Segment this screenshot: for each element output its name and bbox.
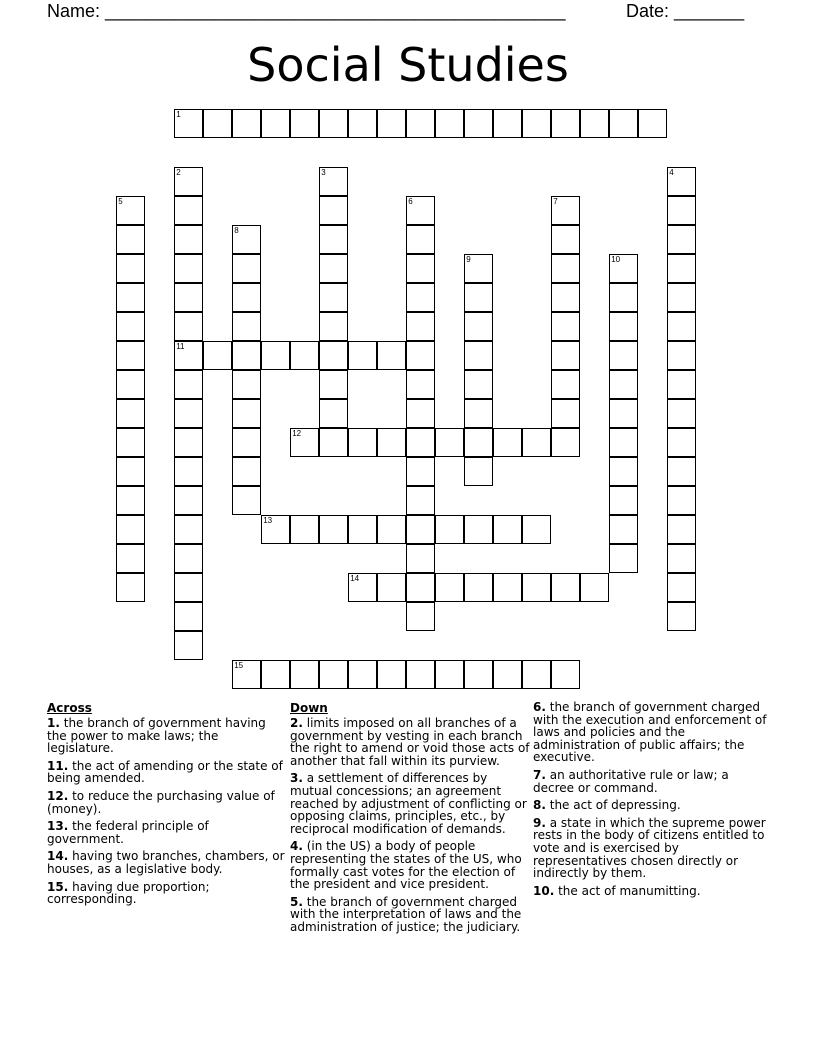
- grid-cell[interactable]: [435, 573, 464, 602]
- grid-cell[interactable]: [551, 428, 580, 457]
- grid-cell[interactable]: [493, 109, 522, 138]
- grid-cell[interactable]: [667, 254, 696, 283]
- clue-number-label: 7.: [533, 767, 546, 782]
- grid-cell[interactable]: [174, 254, 203, 283]
- grid-cell[interactable]: [522, 660, 551, 689]
- grid-cell[interactable]: [232, 341, 261, 370]
- clue-number: 14: [350, 574, 360, 584]
- grid-cell[interactable]: [116, 370, 145, 399]
- clue-number-label: 14.: [47, 849, 69, 864]
- grid-cell[interactable]: [667, 544, 696, 573]
- clue-text: having due proportion; corresponding.: [47, 879, 210, 907]
- clue-number: 8: [234, 226, 239, 236]
- grid-cell[interactable]: [377, 573, 406, 602]
- grid-cell[interactable]: [406, 341, 435, 370]
- grid-cell[interactable]: [580, 109, 609, 138]
- grid-cell[interactable]: [406, 109, 435, 138]
- grid-cell[interactable]: [609, 341, 638, 370]
- grid-cell[interactable]: [638, 109, 667, 138]
- clue-text: the act of manumitting.: [558, 883, 701, 898]
- name-field: Name: ______________________________________________: [47, 1, 566, 21]
- clue-number: 7: [553, 197, 558, 207]
- clue-item: [47, 850, 287, 875]
- clue-number-label: 4.: [290, 839, 303, 854]
- grid-cell[interactable]: [406, 399, 435, 428]
- clue-item: [290, 772, 530, 835]
- grid-cell[interactable]: [464, 283, 493, 312]
- grid-cell[interactable]: [406, 254, 435, 283]
- grid-cell[interactable]: [261, 660, 290, 689]
- grid-cell[interactable]: [116, 254, 145, 283]
- across-clues: [47, 701, 287, 911]
- grid-cell[interactable]: [406, 602, 435, 631]
- grid-cell[interactable]: [464, 428, 493, 457]
- clue-number-label: 6.: [533, 700, 546, 714]
- clue-number: 2: [176, 168, 181, 178]
- grid-cell[interactable]: [116, 457, 145, 486]
- grid-cell[interactable]: [435, 515, 464, 544]
- clue-text: the act of amending or the state of being amended.: [47, 758, 283, 786]
- grid-cell[interactable]: [406, 660, 435, 689]
- grid-cell[interactable]: [464, 312, 493, 341]
- grid-cell[interactable]: [116, 196, 145, 225]
- clue-number: 13: [263, 516, 273, 526]
- grid-cell[interactable]: [551, 283, 580, 312]
- grid-cell[interactable]: [232, 399, 261, 428]
- clue-number: 3: [321, 168, 326, 178]
- grid-cell[interactable]: [464, 399, 493, 428]
- grid-cell[interactable]: [493, 428, 522, 457]
- clue-text: a settlement of differences by mutual concessions; an agreement reached by adjustment of conflicting or opposing claims, principles, etc., by reciprocal modification of demands.: [290, 771, 527, 836]
- grid-cell[interactable]: [261, 515, 290, 544]
- clue-number-label: 8.: [533, 798, 546, 813]
- clue-number: 4: [669, 168, 674, 178]
- clue-item: [290, 896, 530, 934]
- grid-cell[interactable]: [174, 312, 203, 341]
- grid-cell[interactable]: [319, 370, 348, 399]
- grid-cell[interactable]: [377, 660, 406, 689]
- grid-cell[interactable]: [667, 428, 696, 457]
- grid-cell[interactable]: [464, 660, 493, 689]
- grid-cell[interactable]: [609, 370, 638, 399]
- across-heading: Across: [47, 701, 92, 715]
- grid-cell[interactable]: [116, 283, 145, 312]
- grid-cell[interactable]: [667, 341, 696, 370]
- grid-cell[interactable]: [551, 399, 580, 428]
- clue-number: 12: [292, 429, 302, 439]
- grid-cell[interactable]: [609, 457, 638, 486]
- clue-number-label: 11.: [47, 758, 69, 773]
- clue-number-label: 9.: [533, 815, 546, 830]
- grid-cell[interactable]: [667, 283, 696, 312]
- grid-cell[interactable]: [174, 544, 203, 573]
- grid-cell[interactable]: [319, 254, 348, 283]
- grid-cell[interactable]: [348, 515, 377, 544]
- grid-cell[interactable]: [406, 283, 435, 312]
- grid-cell[interactable]: [464, 457, 493, 486]
- clue-number-label: 2.: [290, 716, 303, 730]
- clue-text: the federal principle of government.: [47, 819, 209, 846]
- grid-cell[interactable]: [232, 109, 261, 138]
- clue-number-label: 5.: [290, 894, 303, 909]
- grid-cell[interactable]: [667, 312, 696, 341]
- grid-cell[interactable]: [116, 486, 145, 515]
- grid-cell[interactable]: [348, 573, 377, 602]
- grid-cell[interactable]: [348, 341, 377, 370]
- grid-cell[interactable]: [406, 515, 435, 544]
- grid-cell[interactable]: [319, 428, 348, 457]
- page-title: Social Studies: [247, 38, 569, 92]
- grid-cell[interactable]: [116, 225, 145, 254]
- grid-cell[interactable]: [290, 660, 319, 689]
- grid-cell[interactable]: [377, 428, 406, 457]
- clue-text: limits imposed on all branches of a government by vesting in each branch the right to amend or void those acts of another that fall within its purview.: [290, 716, 530, 768]
- clue-item: [47, 881, 287, 906]
- clue-number: 5: [118, 197, 123, 207]
- grid-cell[interactable]: [116, 428, 145, 457]
- grid-cell[interactable]: [435, 660, 464, 689]
- grid-cell[interactable]: [580, 573, 609, 602]
- grid-cell[interactable]: [377, 341, 406, 370]
- clue-number: 6: [408, 197, 413, 207]
- grid-cell[interactable]: [116, 515, 145, 544]
- grid-cell[interactable]: [290, 109, 319, 138]
- grid-cell[interactable]: [116, 312, 145, 341]
- clue-number: 9: [466, 255, 471, 265]
- clue-number: 1: [176, 110, 181, 120]
- grid-cell[interactable]: [609, 515, 638, 544]
- clue-number-label: 13.: [47, 819, 69, 834]
- grid-cell[interactable]: [232, 283, 261, 312]
- clue-number-label: 12.: [47, 788, 69, 803]
- grid-cell[interactable]: [609, 254, 638, 283]
- clue-item: [47, 760, 287, 785]
- grid-cell[interactable]: [319, 660, 348, 689]
- clue-text: the act of depressing.: [549, 798, 681, 813]
- grid-cell[interactable]: [232, 660, 261, 689]
- grid-cell[interactable]: [609, 399, 638, 428]
- grid-cell[interactable]: [551, 109, 580, 138]
- grid-cell[interactable]: [667, 399, 696, 428]
- grid-cell[interactable]: [551, 225, 580, 254]
- clue-item: [47, 717, 287, 755]
- grid-cell[interactable]: [551, 660, 580, 689]
- clue-text: an authoritative rule or law; a decree or command.: [533, 767, 729, 795]
- grid-cell[interactable]: [609, 283, 638, 312]
- grid-cell[interactable]: [551, 370, 580, 399]
- grid-cell[interactable]: [493, 660, 522, 689]
- grid-cell[interactable]: [609, 109, 638, 138]
- clue-number-label: 3.: [290, 771, 303, 786]
- grid-cell[interactable]: [406, 312, 435, 341]
- grid-cell[interactable]: [406, 457, 435, 486]
- grid-cell[interactable]: [232, 254, 261, 283]
- crossword-grid: [117, 110, 707, 695]
- grid-cell[interactable]: [232, 457, 261, 486]
- clue-text: the branch of government having the power to make laws; the legislature.: [47, 716, 266, 756]
- grid-cell[interactable]: [290, 341, 319, 370]
- grid-cell[interactable]: [667, 486, 696, 515]
- clue-item: [290, 717, 530, 767]
- grid-cell[interactable]: [667, 225, 696, 254]
- grid-cell[interactable]: [174, 428, 203, 457]
- grid-cell[interactable]: [348, 109, 377, 138]
- grid-cell[interactable]: [319, 167, 348, 196]
- clue-number: 15: [234, 661, 244, 671]
- grid-cell[interactable]: [551, 341, 580, 370]
- grid-cell[interactable]: [609, 486, 638, 515]
- grid-cell[interactable]: [406, 428, 435, 457]
- grid-cell[interactable]: [232, 225, 261, 254]
- grid-cell[interactable]: [406, 225, 435, 254]
- date-field: Date: _______: [626, 1, 745, 21]
- down-clues-continued: [533, 701, 773, 902]
- grid-cell[interactable]: [319, 515, 348, 544]
- grid-cell[interactable]: [261, 341, 290, 370]
- grid-cell[interactable]: [406, 370, 435, 399]
- grid-cell[interactable]: [609, 312, 638, 341]
- grid-cell[interactable]: [667, 370, 696, 399]
- down-heading: Down: [290, 701, 328, 715]
- clue-item: [47, 820, 287, 845]
- clue-item: [533, 817, 773, 880]
- grid-cell[interactable]: [174, 196, 203, 225]
- clue-item: [290, 840, 530, 890]
- grid-cell[interactable]: [174, 341, 203, 370]
- grid-cell[interactable]: [551, 573, 580, 602]
- grid-cell[interactable]: [232, 312, 261, 341]
- grid-cell[interactable]: [464, 254, 493, 283]
- grid-cell[interactable]: [406, 486, 435, 515]
- grid-cell[interactable]: [406, 544, 435, 573]
- grid-cell[interactable]: [261, 109, 290, 138]
- clue-number: 11: [176, 342, 185, 352]
- grid-cell[interactable]: [232, 370, 261, 399]
- clue-item: [533, 769, 773, 794]
- clue-number: 10: [611, 255, 621, 265]
- grid-cell[interactable]: [174, 283, 203, 312]
- grid-cell[interactable]: [348, 660, 377, 689]
- grid-cell[interactable]: [609, 428, 638, 457]
- grid-cell[interactable]: [493, 573, 522, 602]
- grid-cell[interactable]: [406, 573, 435, 602]
- grid-cell[interactable]: [290, 428, 319, 457]
- clue-text: to reduce the purchasing value of (money).: [47, 788, 275, 816]
- grid-cell[interactable]: [116, 544, 145, 573]
- clue-number-label: 15.: [47, 879, 69, 894]
- grid-cell[interactable]: [174, 631, 203, 660]
- grid-cell[interactable]: [609, 544, 638, 573]
- clue-item: [533, 885, 773, 898]
- grid-cell[interactable]: [493, 515, 522, 544]
- grid-cell[interactable]: [406, 196, 435, 225]
- grid-cell[interactable]: [203, 109, 232, 138]
- grid-cell[interactable]: [435, 109, 464, 138]
- grid-cell[interactable]: [464, 370, 493, 399]
- clue-item: [533, 799, 773, 812]
- grid-cell[interactable]: [667, 457, 696, 486]
- grid-cell[interactable]: [319, 283, 348, 312]
- grid-cell[interactable]: [464, 515, 493, 544]
- grid-cell[interactable]: [551, 312, 580, 341]
- grid-cell[interactable]: [174, 225, 203, 254]
- grid-cell[interactable]: [174, 109, 203, 138]
- grid-cell[interactable]: [319, 225, 348, 254]
- grid-cell[interactable]: [174, 486, 203, 515]
- grid-cell[interactable]: [174, 370, 203, 399]
- clue-text: the branch of government charged with the interpretation of laws and the administration of justice; the judiciary.: [290, 894, 522, 934]
- grid-cell[interactable]: [464, 573, 493, 602]
- grid-cell[interactable]: [116, 399, 145, 428]
- grid-cell[interactable]: [667, 573, 696, 602]
- grid-cell[interactable]: [174, 457, 203, 486]
- grid-cell[interactable]: [551, 254, 580, 283]
- clue-text: the branch of government charged with the execution and enforcement of laws and policies and the administration of public affairs; the executive.: [533, 700, 767, 765]
- grid-cell[interactable]: [435, 428, 464, 457]
- grid-cell[interactable]: [667, 602, 696, 631]
- clue-number-label: 1.: [47, 716, 60, 730]
- grid-cell[interactable]: [464, 341, 493, 370]
- grid-cell[interactable]: [377, 109, 406, 138]
- grid-cell[interactable]: [174, 515, 203, 544]
- grid-cell[interactable]: [522, 109, 551, 138]
- grid-cell[interactable]: [116, 341, 145, 370]
- grid-cell[interactable]: [667, 515, 696, 544]
- grid-cell[interactable]: [319, 312, 348, 341]
- clue-number-label: 10.: [533, 883, 555, 898]
- grid-cell[interactable]: [319, 399, 348, 428]
- grid-cell[interactable]: [667, 196, 696, 225]
- grid-cell[interactable]: [522, 515, 551, 544]
- grid-cell[interactable]: [319, 196, 348, 225]
- grid-cell[interactable]: [551, 196, 580, 225]
- grid-cell[interactable]: [290, 515, 319, 544]
- clue-item: [533, 701, 773, 764]
- clue-text: (in the US) a body of people representing the states of the US, who formally cast votes for the election of the president and vice president.: [290, 839, 522, 892]
- grid-cell[interactable]: [174, 602, 203, 631]
- grid-cell[interactable]: [667, 167, 696, 196]
- grid-cell[interactable]: [464, 109, 493, 138]
- down-clues: [290, 701, 530, 939]
- grid-cell[interactable]: [232, 486, 261, 515]
- grid-cell[interactable]: [203, 341, 232, 370]
- grid-cell[interactable]: [174, 167, 203, 196]
- grid-cell[interactable]: [116, 573, 145, 602]
- grid-cell[interactable]: [522, 573, 551, 602]
- grid-cell[interactable]: [377, 515, 406, 544]
- grid-cell[interactable]: [174, 573, 203, 602]
- grid-cell[interactable]: [232, 428, 261, 457]
- clue-item: [47, 790, 287, 815]
- grid-cell[interactable]: [348, 428, 377, 457]
- clue-text: a state in which the supreme power rests in the body of citizens entitled to vote and is exercised by representatives chosen directly or indirectly by them.: [533, 815, 766, 881]
- grid-cell[interactable]: [319, 109, 348, 138]
- clue-text: having two branches, chambers, or houses, as a legislative body.: [47, 849, 285, 876]
- grid-cell[interactable]: [174, 399, 203, 428]
- grid-cell[interactable]: [522, 428, 551, 457]
- grid-cell[interactable]: [319, 341, 348, 370]
